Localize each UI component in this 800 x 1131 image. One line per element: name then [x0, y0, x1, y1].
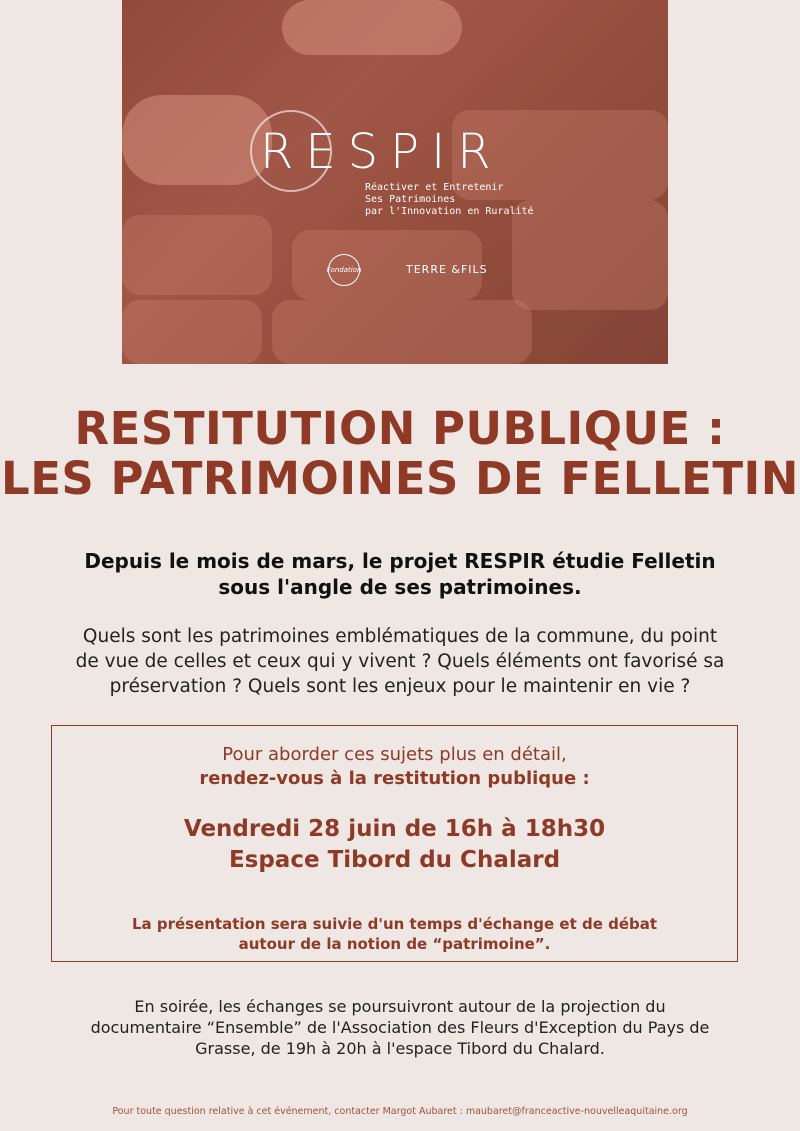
contact-footer: Pour toute question relative à cet événement, contacter Margot Aubaret : maubaret@franceactive-nouvelleaquitaine.org	[112, 1106, 688, 1117]
evening-paragraph	[30, 996, 770, 1059]
note-line: autour de la notion de “patrimoine”.	[238, 935, 551, 953]
note-line: La présentation sera suivie d'un temps d'échange et de débat	[131, 915, 658, 933]
fondation-logo: Fondation	[328, 254, 360, 286]
evening-line: Grasse, de 19h à 20h à l'espace Tibord du Chalard.	[195, 1039, 605, 1058]
title-line: LES PATRIMOINES DE FELLETIN	[1, 452, 799, 505]
box-rdv: rendez-vous à la restitution publique :	[199, 768, 590, 789]
respir-tagline	[365, 182, 534, 218]
lead-paragraph	[0, 548, 800, 600]
terre-et-fils-logo: TERRE &FILS	[406, 263, 488, 276]
lead-line: sous l'angle de ses patrimoines.	[218, 575, 582, 599]
box-intro: Pour aborder ces sujets plus en détail,	[222, 744, 567, 765]
title-line: RESTITUTION PUBLIQUE :	[74, 402, 726, 455]
tagline-line: par l'Innovation en Ruralité	[365, 206, 534, 217]
tagline-line: Réactiver et Entretenir	[365, 182, 504, 193]
question-paragraph	[30, 624, 770, 699]
lead-line: Depuis le mois de mars, le projet RESPIR étudie Felletin	[84, 549, 716, 573]
tagline-line: Ses Patrimoines	[365, 194, 456, 205]
event-info-box	[51, 725, 738, 962]
evening-line: En soirée, les échanges se poursuivront autour de la projection du	[134, 997, 666, 1016]
event-place: Espace Tibord du Chalard	[228, 847, 561, 873]
question-line: Quels sont les patrimoines emblématiques de la commune, du point	[82, 626, 718, 647]
evening-line: documentaire “Ensemble” de l'Association des Fleurs d'Exception du Pays de	[90, 1018, 710, 1037]
hero-image	[122, 0, 668, 364]
respir-logo: RESPIR	[260, 124, 503, 180]
event-note	[52, 914, 737, 954]
question-line: de vue de celles et ceux qui y vivent ? Quels éléments ont favorisé sa	[75, 651, 725, 672]
event-date: Vendredi 28 juin de 16h à 18h30	[183, 816, 606, 842]
question-line: préservation ? Quels sont les enjeux pour le maintenir en vie ?	[109, 676, 691, 697]
page-title	[0, 404, 800, 504]
